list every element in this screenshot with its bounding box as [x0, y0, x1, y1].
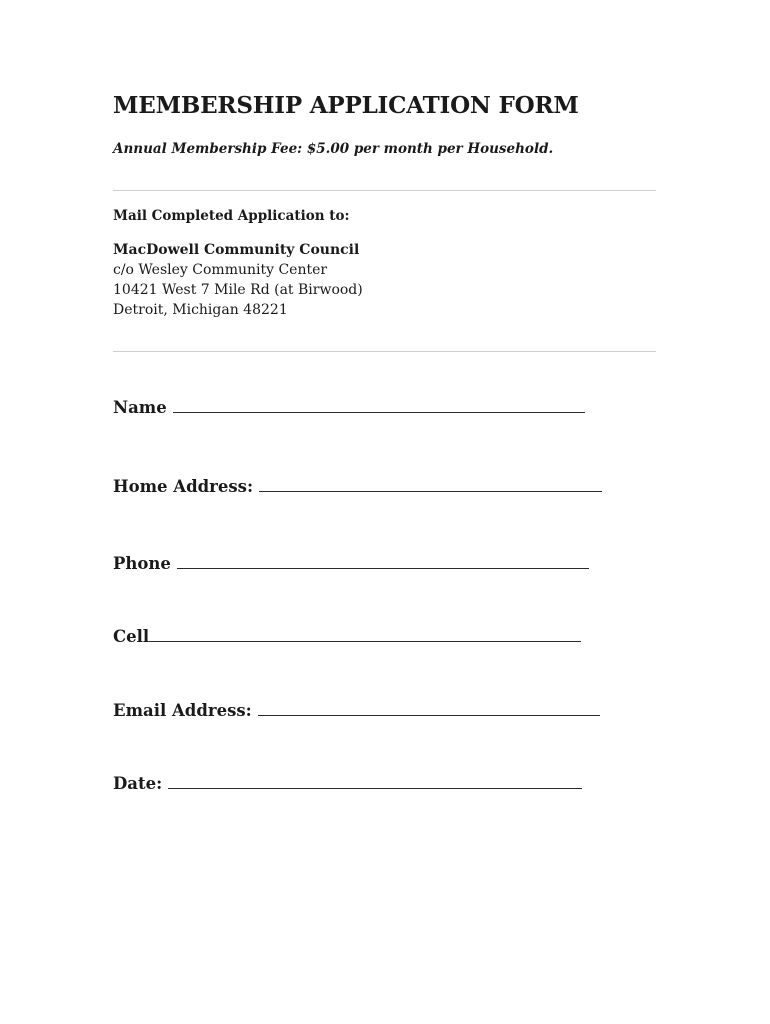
- phone-label: Phone: [113, 554, 171, 573]
- cell-field: [113, 627, 581, 646]
- organization-name: MacDowell Community Council: [113, 242, 360, 258]
- email-address-field: [113, 701, 600, 720]
- name-blank-line[interactable]: [173, 398, 585, 413]
- name-field: [113, 398, 585, 417]
- form-title: MEMBERSHIP APPLICATION FORM: [113, 92, 579, 119]
- mail-heading: Mail Completed Application to:: [113, 208, 350, 224]
- divider-top: [113, 190, 656, 191]
- date-field: [113, 774, 582, 793]
- email-address-label: Email Address:: [113, 701, 252, 720]
- membership-fee-note: Annual Membership Fee: $5.00 per month per Household.: [113, 141, 554, 157]
- name-label: Name: [113, 398, 167, 417]
- home-address-blank-line[interactable]: [259, 477, 602, 492]
- date-label: Date:: [113, 774, 163, 793]
- email-address-blank-line[interactable]: [258, 701, 600, 716]
- phone-field: [113, 554, 589, 573]
- cell-blank-line[interactable]: [149, 627, 581, 642]
- address-line-1: c/o Wesley Community Center: [113, 262, 328, 278]
- home-address-label: Home Address:: [113, 477, 254, 496]
- address-line-2: 10421 West 7 Mile Rd (at Birwood): [113, 282, 363, 298]
- divider-bottom: [113, 351, 656, 352]
- phone-blank-line[interactable]: [177, 554, 589, 569]
- mailing-address: [113, 240, 363, 320]
- date-blank-line[interactable]: [168, 774, 582, 789]
- address-line-3: Detroit, Michigan 48221: [113, 302, 288, 318]
- cell-label: Cell: [113, 627, 150, 646]
- home-address-field: [113, 477, 602, 496]
